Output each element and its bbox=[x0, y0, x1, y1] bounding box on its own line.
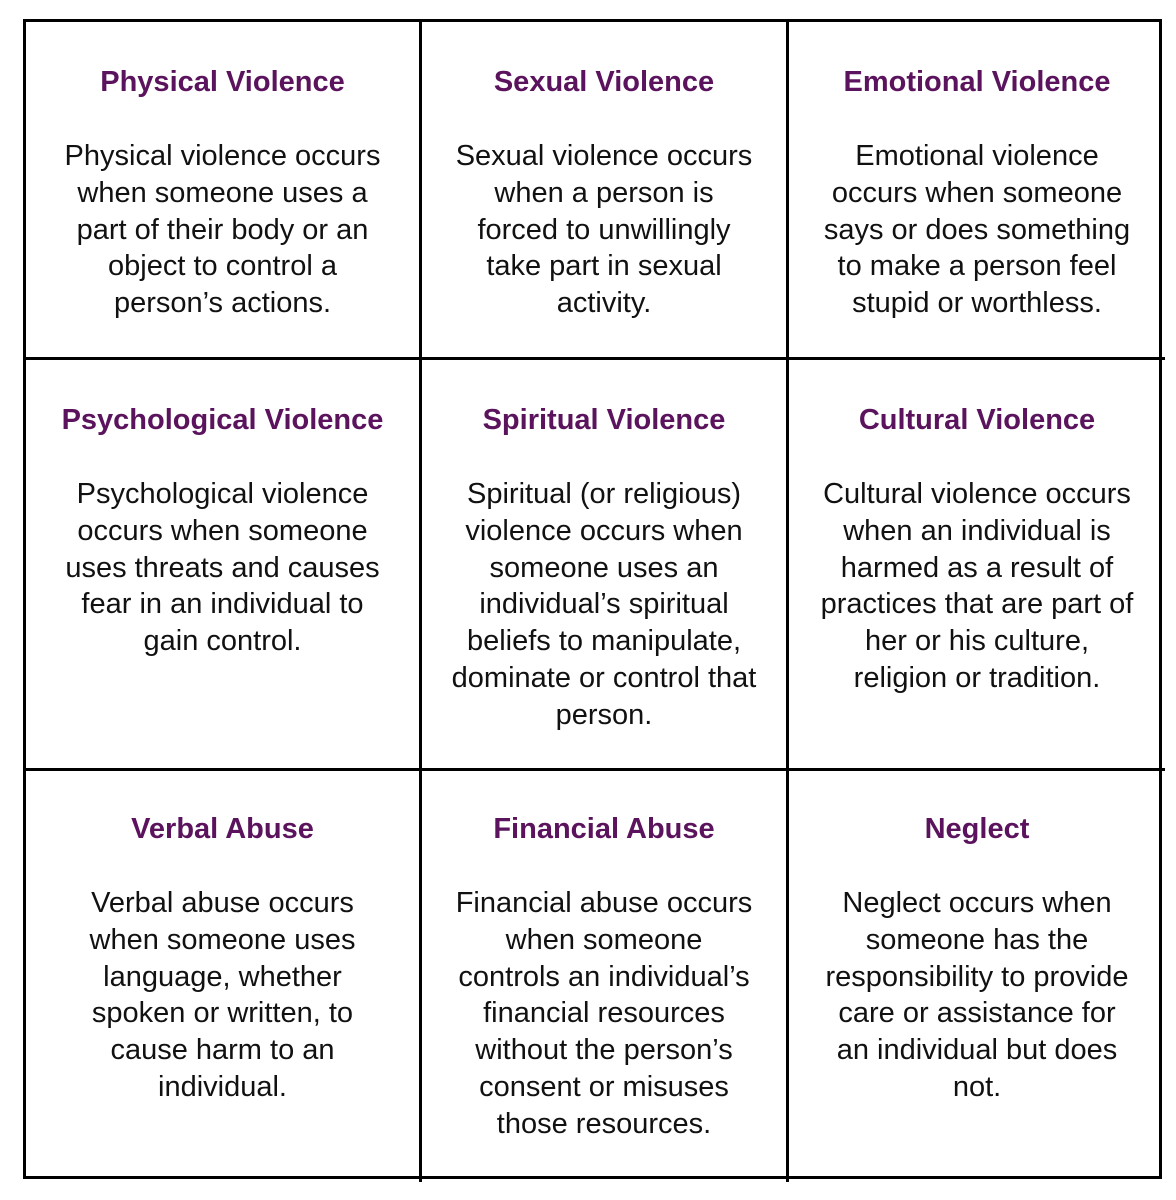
description-line: Cultural violence occurs bbox=[823, 478, 1131, 510]
description-line: Emotional violence bbox=[855, 140, 1099, 172]
description-line: stupid or worthless. bbox=[852, 287, 1102, 320]
cell-title: Psychological Violence bbox=[61, 404, 384, 436]
description-line: person’s actions. bbox=[113, 287, 332, 320]
cell-title: Emotional Violence bbox=[843, 66, 1111, 98]
description-line: beliefs to manipulate, bbox=[466, 625, 742, 658]
description-line: when someone bbox=[505, 923, 703, 956]
description-line: dominate or control that bbox=[451, 661, 757, 694]
cell-description bbox=[789, 476, 1165, 697]
description-line: care or assistance for bbox=[838, 997, 1116, 1030]
cell-description bbox=[789, 138, 1165, 322]
description-line: financial resources bbox=[483, 997, 725, 1030]
cell-description bbox=[26, 476, 419, 660]
description-line: Physical violence occurs bbox=[64, 140, 381, 172]
description-line: activity. bbox=[556, 287, 652, 320]
cell-cultural-violence bbox=[789, 360, 1165, 771]
description-line: when someone uses bbox=[89, 923, 356, 956]
description-line: individual’s spiritual bbox=[479, 588, 729, 621]
cell-description bbox=[422, 138, 786, 322]
cell-title: Financial Abuse bbox=[493, 813, 715, 845]
cell-sexual-violence bbox=[422, 22, 789, 360]
cell-title: Spiritual Violence bbox=[482, 404, 726, 436]
description-line: harmed as a result of bbox=[840, 551, 1114, 584]
description-line: not. bbox=[952, 1070, 1002, 1103]
description-line: to make a person feel bbox=[837, 250, 1117, 283]
description-line: uses threats and causes bbox=[65, 551, 380, 584]
description-line: gain control. bbox=[143, 625, 302, 658]
cell-description bbox=[422, 885, 786, 1143]
description-line: Psychological violence bbox=[76, 478, 369, 510]
violence-types-table bbox=[23, 19, 1162, 1179]
description-line: someone uses an bbox=[489, 551, 719, 584]
cell-physical-violence bbox=[26, 22, 422, 360]
description-line: Neglect occurs when bbox=[842, 887, 1112, 919]
cell-description bbox=[26, 885, 419, 1106]
description-line: occurs when someone bbox=[831, 176, 1123, 209]
description-line: when someone uses a bbox=[77, 176, 368, 209]
description-line: forced to unwillingly bbox=[477, 213, 731, 246]
description-line: someone has the bbox=[865, 923, 1089, 956]
cell-neglect bbox=[789, 771, 1165, 1182]
description-line: take part in sexual bbox=[486, 250, 722, 283]
cell-title: Cultural Violence bbox=[858, 404, 1096, 436]
cell-title: Physical Violence bbox=[100, 66, 345, 98]
description-line: those resources. bbox=[496, 1107, 712, 1140]
description-line: controls an individual’s bbox=[458, 960, 750, 993]
description-line: violence occurs when bbox=[465, 514, 743, 547]
description-line: when a person is bbox=[494, 176, 714, 209]
description-line: without the person’s bbox=[475, 1034, 733, 1067]
description-line: person. bbox=[555, 698, 653, 731]
description-line: spoken or written, to bbox=[91, 997, 354, 1030]
description-line: fear in an individual to bbox=[81, 588, 364, 621]
cell-spiritual-violence bbox=[422, 360, 789, 771]
description-line: Sexual violence occurs bbox=[455, 140, 753, 172]
description-line: practices that are part of bbox=[820, 588, 1134, 621]
description-line: religion or tradition. bbox=[853, 661, 1101, 694]
description-line: cause harm to an bbox=[110, 1034, 335, 1067]
cell-verbal-abuse bbox=[26, 771, 422, 1182]
description-line: Financial abuse occurs bbox=[455, 887, 753, 919]
description-line: her or his culture, bbox=[864, 625, 1090, 658]
description-line: Spiritual (or religious) bbox=[467, 478, 741, 510]
cell-title: Verbal Abuse bbox=[131, 813, 314, 845]
cell-financial-abuse bbox=[422, 771, 789, 1182]
description-line: an individual but does bbox=[836, 1034, 1118, 1067]
description-line: when an individual is bbox=[843, 514, 1111, 547]
cell-title: Neglect bbox=[924, 813, 1030, 845]
description-line: object to control a bbox=[108, 250, 337, 283]
cell-psychological-violence bbox=[26, 360, 422, 771]
description-line: responsibility to provide bbox=[825, 960, 1129, 993]
description-line: language, whether bbox=[103, 960, 342, 993]
description-line: occurs when someone bbox=[77, 514, 368, 547]
cell-description bbox=[422, 476, 786, 734]
description-line: individual. bbox=[158, 1070, 287, 1103]
cell-title: Sexual Violence bbox=[493, 66, 715, 98]
cell-description bbox=[789, 885, 1165, 1106]
description-line: consent or misuses bbox=[479, 1070, 729, 1103]
description-line: says or does something bbox=[823, 213, 1131, 246]
description-line: Verbal abuse occurs bbox=[91, 887, 354, 919]
description-line: part of their body or an bbox=[76, 213, 369, 246]
cell-description bbox=[26, 138, 419, 322]
cell-emotional-violence bbox=[789, 22, 1165, 360]
